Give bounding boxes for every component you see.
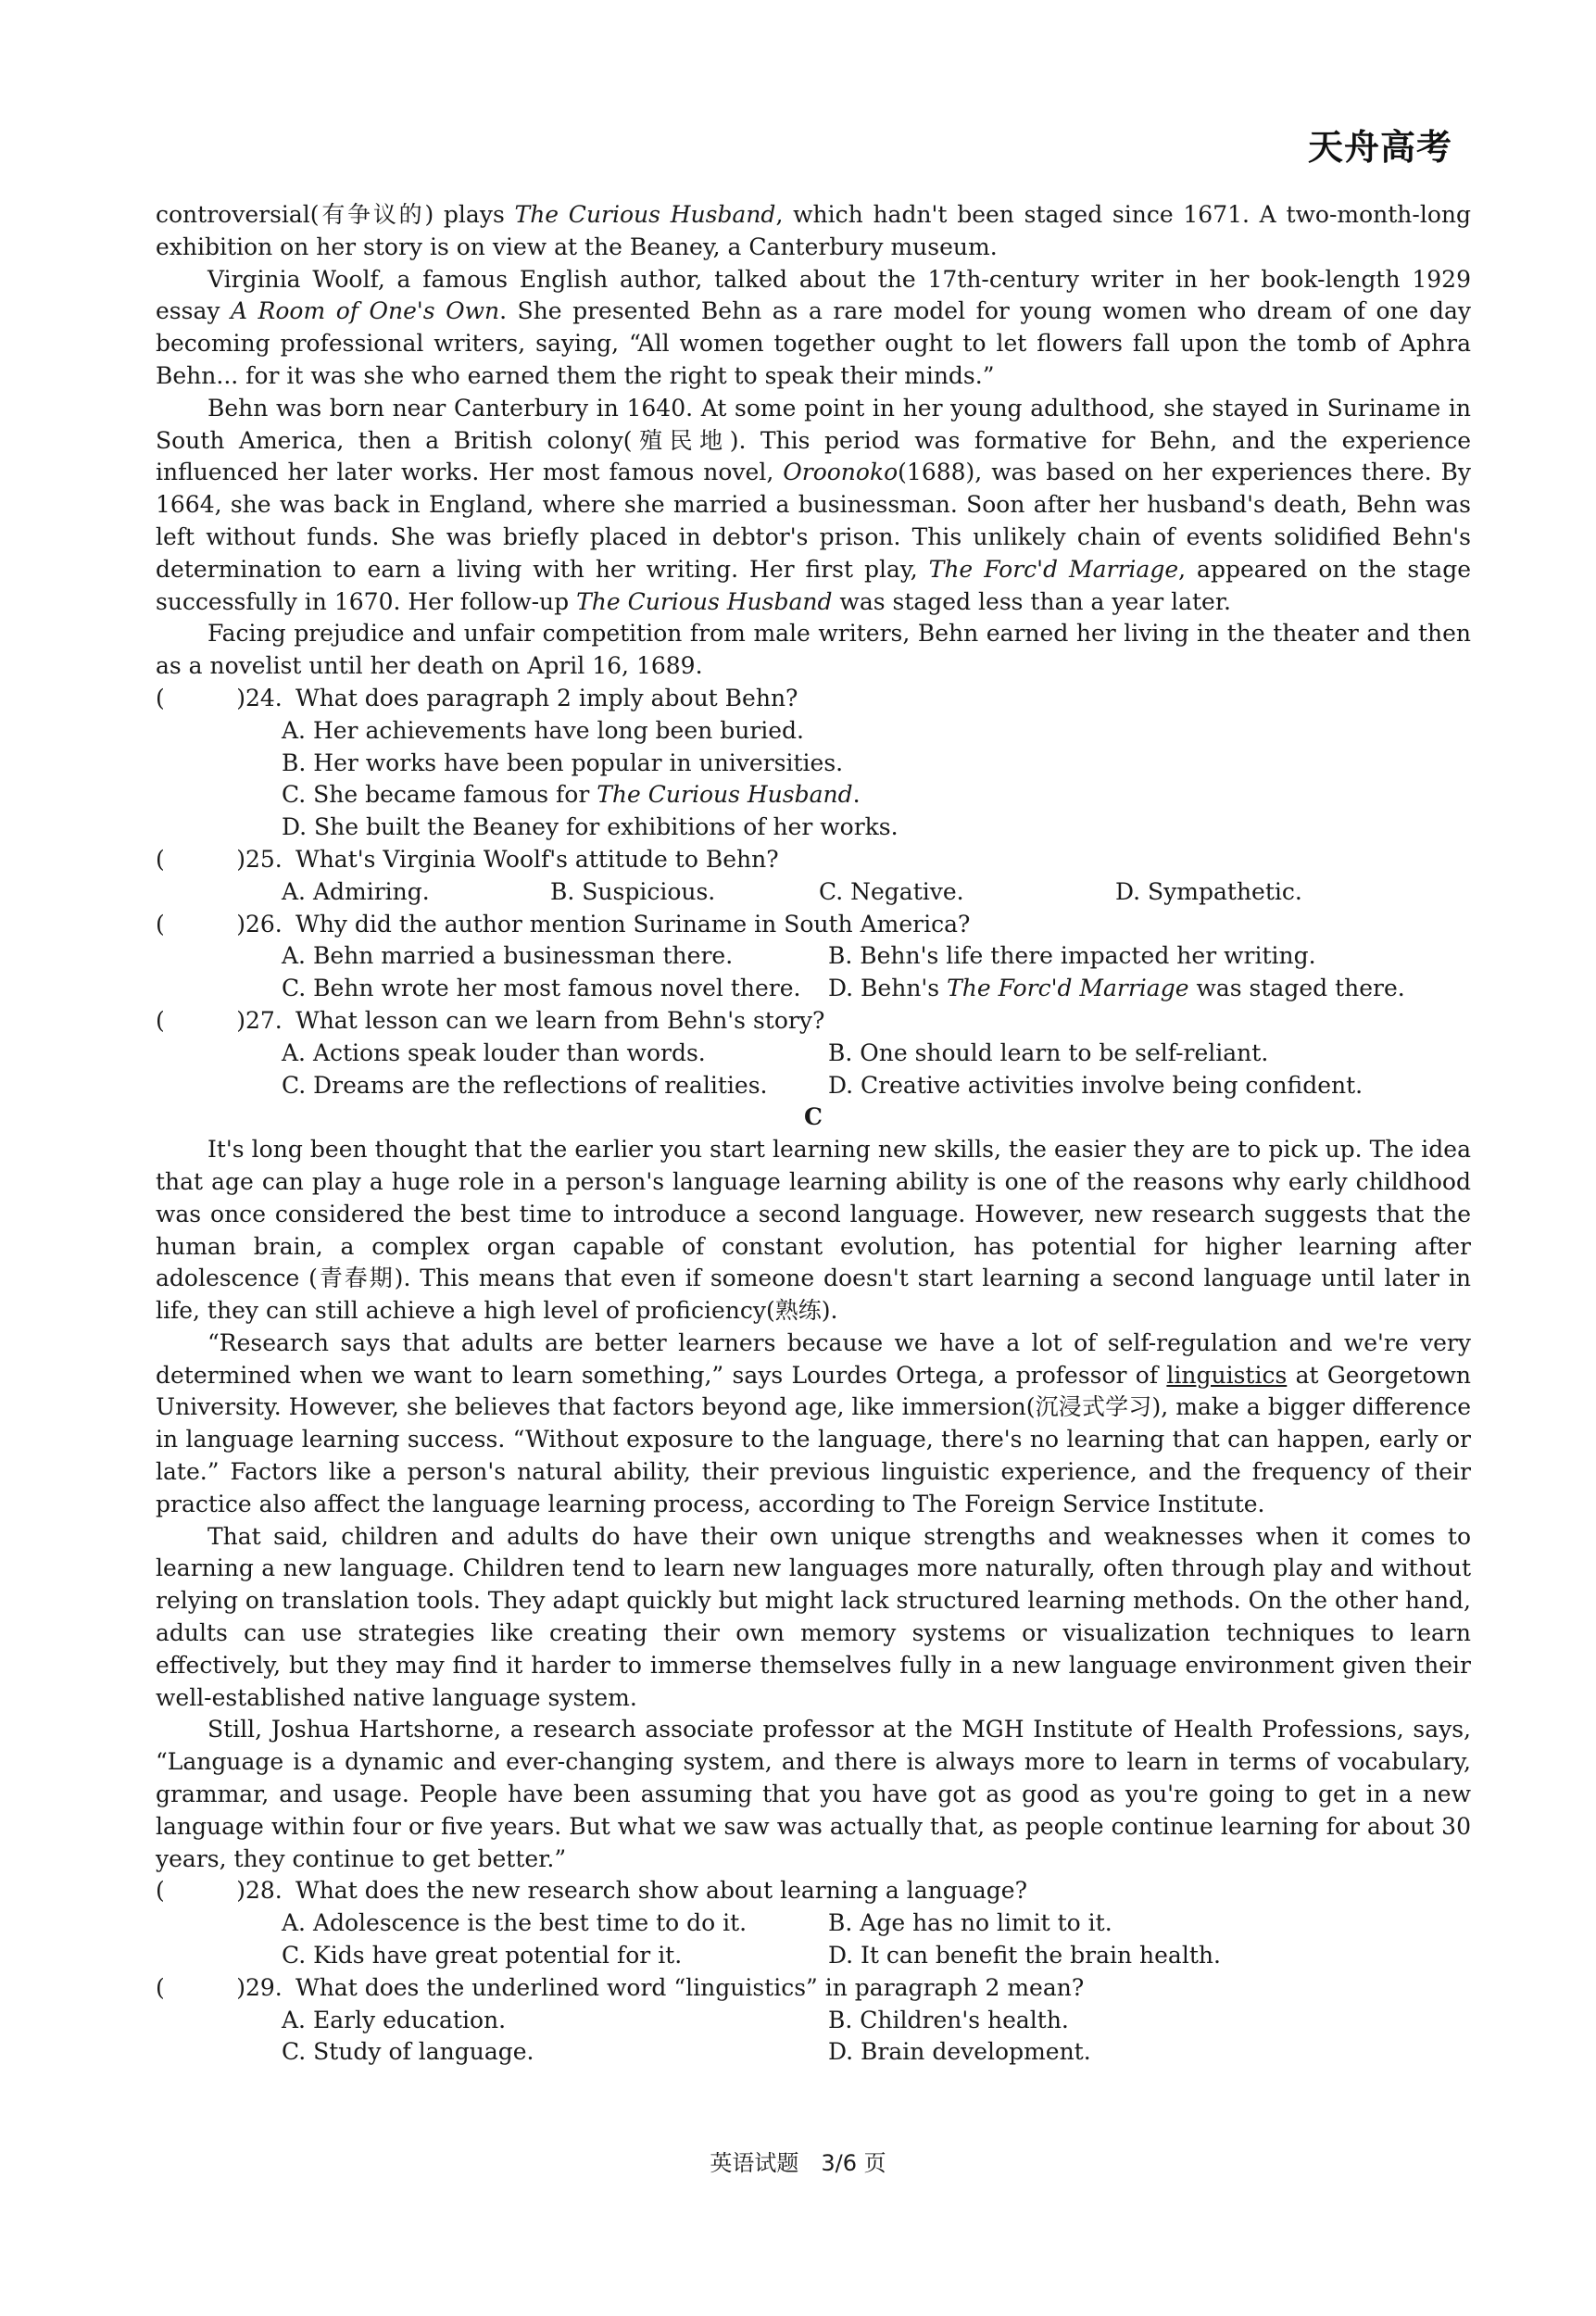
brand-logo: 天舟高考 [1307,127,1452,168]
option-a: A. Adolescence is the best time to do it. [282,1909,748,1937]
text-run: controversial(有争议的) plays [156,201,515,228]
option-row [282,2005,1471,2037]
text-run: , which hadn't been staged since 1671. A two-month-long exhibition on her story is on view at the Beaney, a Canterbury museum. [156,201,1472,260]
text-run: . [852,781,861,809]
question-number: 27. [245,1006,283,1034]
passage-c-paragraph-1: It's long been thought that the earlier you start learning new skills, the easier they are to pick up. The idea that age can play a huge role in a person's language learning ability is one of the reasons why early childhood was once considered the best time to introduce a second language. However, new research suggests that the human brain, a complex organ capable of constant evolution, has potential for higher learning after adolescence (青春期). This means that even if someone doesn't start learning a second language until later in life, they can still achieve a high level of proficiency(熟练). [156,1136,1471,1325]
option-row [282,2036,1471,2069]
novel-title: Oroonoko [783,459,899,486]
option-d: D. It can benefit the brain health. [828,1942,1221,1970]
question-25 [156,844,1471,876]
play-title: The Forc'd Marriage [928,555,1179,583]
option-row [282,1907,1471,1940]
question-number: 29. [245,1973,283,2001]
question-26 [156,909,1471,941]
question-number: 25. [245,845,283,873]
question-25-options [282,876,1471,909]
text-run: “Research says that adults are better learners because we have a lot of self-regulation and we're very determined when we want to learn something,” says Lourdes Ortega, a professor of [156,1328,1471,1389]
option-c: C. Study of language. [282,2038,534,2066]
text-run: , appeared on the stage successfully in 1670. Her follow-up [156,555,1471,615]
text-run: D. Behn's [828,975,948,1002]
passage-b-paragraph-3 [156,393,1471,619]
text-run: was staged less than a year later. [832,587,1232,615]
question-24-options [282,715,1471,844]
option-a: A. Admiring. [282,877,430,905]
page-content [156,199,1471,2069]
option-a: A. Early education. [282,2006,507,2033]
option-c: C. Negative. [819,877,964,905]
answer-paren-open: ( [156,1006,165,1034]
option-row [282,1940,1471,1972]
option-row [282,940,1471,973]
question-stem: What lesson can we learn from Behn's story? [295,1006,825,1034]
answer-blank[interactable]: ) [236,1006,245,1034]
option-b: B. Suspicious. [550,877,716,905]
passage-b-paragraph-2 [156,264,1471,393]
question-number: 26. [245,910,283,938]
option-row [282,1038,1471,1070]
question-number: 24. [245,684,283,711]
option-a: A. Her achievements have long been buried. [282,716,804,744]
option-c [282,779,1471,812]
page-footer: 英语试题 3/6 页 [710,2150,886,2176]
question-28-options [282,1907,1471,1972]
passage-c-paragraph-2 [156,1328,1471,1521]
question-stem: What does the underlined word “linguistics” in paragraph 2 mean? [295,1973,1085,2001]
option-b: B. Her works have been popular in universities. [282,749,844,776]
option-c: C. Behn wrote her most famous novel there. [282,975,801,1002]
answer-paren-open: ( [156,684,165,711]
play-title: The Forc'd Marriage [947,975,1189,1002]
answer-blank[interactable]: ) [236,1973,245,2001]
option-b: B. Children's health. [828,2006,1069,2033]
passage-b-paragraph-1 [156,199,1471,264]
option-row [282,1070,1471,1102]
essay-title: A Room of One's Own [231,297,500,325]
text-run: . She presented Behn as a rare model for young women who dream of one day becoming professional writers, saying, “All women together ought to let flowers fall upon the tomb of Aphra Behn... for it was she who earned them the right to speak their minds.” [156,297,1471,389]
answer-blank[interactable]: ) [236,845,245,873]
passage-c-paragraph-3: That said, children and adults do have their own unique strengths and weaknesses when it comes to learning a new language. Children tend to learn new languages more naturally, often through play and without relying on translation tools. They adapt quickly but might lack structured learning methods. On the other hand, adults can use strategies like creating their own memory systems or visualization techniques to learn effectively, but they may find it harder to immerse themselves fully in a new language environment given their well-established native language system. [156,1522,1471,1711]
option-b: B. Age has no limit to it. [828,1909,1112,1937]
play-title: The Curious Husband [576,587,833,615]
question-stem: What does the new research show about learning a language? [295,1877,1027,1905]
text-run: at Georgetown University. However, she believes that factors beyond age, like immersion(沉浸式学习), make a bigger difference in language learning success. “Without exposure to the language, there's no learning that can happen, early or late.” Factors like a person's natural ability, their previous linguistic experience, and the frequency of their practice also affect the language learning process, according to The Foreign Service Institute. [156,1361,1472,1517]
passage-b-paragraph-4: Facing prejudice and unfair competition from male writers, Behn earned her living in the theater and then as a novelist until her death on April 16, 1689. [156,620,1471,680]
text-run: Behn was born near Canterbury in 1640. At some point in her young adulthood, she stayed in Suriname in South America, then a British colony(殖民地). This period was formative for Behn, and the experience influenced her later works. Her most famous novel, [156,394,1471,486]
option-c: C. Dreams are the reflections of realities. [282,1071,768,1099]
option-b: B. Behn's life there impacted her writing. [828,942,1316,970]
underlined-word: linguistics [1166,1361,1288,1389]
text-run: (1688), was based on her experiences there. By 1664, she was back in England, where she married a businessman. Soon after her husband's death, Behn was left without funds. She was briefly placed in debtor's prison. This unlikely chain of events solidified Behn's determination to earn a living with her writing. Her first play, [156,459,1471,583]
option-a: A. Behn married a businessman there. [282,942,734,970]
text-run: Virginia Woolf, a famous English author, talked about the 17th-century writer in her book-length 1929 essay [156,265,1471,325]
question-27-options [282,1038,1471,1102]
answer-blank[interactable]: ) [236,1877,245,1905]
option-a: A. Actions speak louder than words. [282,1038,706,1066]
question-stem: What's Virginia Woolf's attitude to Behn? [295,845,779,873]
option-c: C. Kids have great potential for it. [282,1942,683,1970]
question-stem: What does paragraph 2 imply about Behn? [295,684,798,711]
question-29 [156,1972,1471,2005]
question-28 [156,1875,1471,1907]
question-stem: Why did the author mention Suriname in South America? [295,910,971,938]
option-row [282,973,1471,1005]
question-26-options [282,940,1471,1005]
question-24 [156,683,1471,715]
answer-paren-open: ( [156,845,165,873]
play-title: The Curious Husband [514,201,776,228]
question-29-options [282,2005,1471,2070]
answer-blank[interactable]: ) [236,684,245,711]
answer-paren-open: ( [156,1877,165,1905]
answer-paren-open: ( [156,1973,165,2001]
option-d: D. She built the Beaney for exhibitions of her works. [282,813,899,841]
answer-blank[interactable]: ) [236,910,245,938]
question-27 [156,1005,1471,1038]
option-d: D. Brain development. [828,2038,1091,2066]
option-d: D. Sympathetic. [1115,877,1302,905]
text-run: was staged there. [1188,975,1405,1002]
answer-paren-open: ( [156,910,165,938]
play-title: The Curious Husband [597,781,853,809]
section-title: C [804,1103,823,1131]
option-b: B. One should learn to be self-reliant. [828,1038,1269,1066]
passage-c-paragraph-4: Still, Joshua Hartshorne, a research associate professor at the MGH Institute of Health Professions, says, “Language is a dynamic and ever-changing system, and there is always more to learn in terms of vocabulary, grammar, and usage. People have been assuming that you have got as good as you're going to get in a new language within four or five years. But what we saw was actually that, as people continue learning for about 30 years, they continue to get better.” [156,1716,1471,1872]
option-d [828,973,1405,1005]
option-d: D. Creative activities involve being confident. [828,1071,1364,1099]
text-run: C. She became famous for [282,781,597,809]
question-number: 28. [245,1877,283,1905]
